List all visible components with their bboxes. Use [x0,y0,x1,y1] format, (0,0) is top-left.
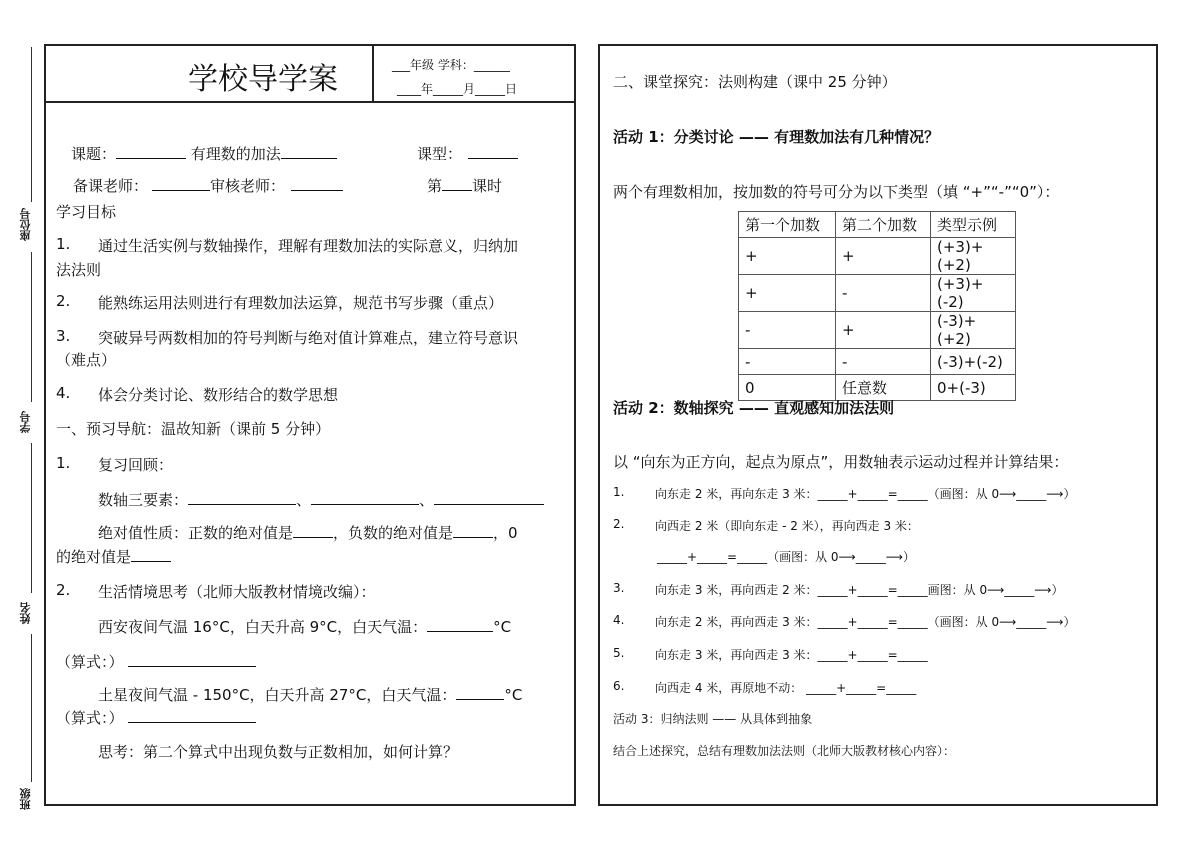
section-1-heading: 一、预习导航：温故知新（课前 5 分钟） [56,420,331,438]
fill-blank[interactable] [434,490,544,505]
goals-heading: 学习目标 [56,203,117,221]
lesson-type-label: 课型： [417,145,463,163]
goal-1-text-cont: 法法则 [56,261,102,279]
table-header: 类型示例 [931,212,1016,238]
teacher-blank[interactable] [152,176,210,191]
lesson-type-blank[interactable] [468,144,518,159]
question-number: 3. [613,581,625,595]
goal-number: 2. [56,292,71,310]
question-6: 向西走 4 米，再原地不动： _____+_____=_____ [655,681,917,695]
fill-blank[interactable] [128,652,256,667]
table-cell: - [836,349,931,375]
header-divider [372,45,374,102]
axis-elements-label: 数轴三要素： [98,491,189,509]
table-cell: (-3)+(+2) [931,312,1016,349]
question-1: 向东走 2 米，再向东走 3 米：_____+_____=_____（画图：从 0⟶_____⟶） [655,487,1076,501]
student-id-label: 学号 [19,411,32,434]
life-scenario-heading: 生活情境思考（北师大版教材情境改编）： [98,583,376,601]
question-number: 2. [613,517,625,531]
lesson-period-blank[interactable] [442,176,472,191]
formula-label: （算式：） [56,709,124,727]
table-header-row [739,212,1016,238]
header-divider [45,101,575,103]
activity-2-heading: 活动 2：数轴探究 —— 直观感知加法法则 [613,399,895,417]
grade-subject-line: ___年级 学科：______ [392,58,510,72]
table-cell: 0+(-3) [931,375,1016,401]
question-2: 向西走 2 米（即向东走 - 2 米），再向西走 3 米： [655,519,919,533]
lesson-period-suffix: 课时 [472,177,503,195]
lesson-type-row [417,143,518,164]
goal-number: 3. [56,327,71,345]
fill-blank[interactable] [311,490,419,505]
table-cell: + [836,238,931,275]
xian-question [98,616,511,637]
abs-value-text: 的绝对值是 [56,548,132,566]
abs-value-row-cont [56,546,171,567]
fill-blank[interactable] [456,685,504,700]
activity-2-intro: 以 “向东为正方向，起点为原点”，用数轴表示运动过程并计算结果： [613,453,1069,471]
activity-3-heading: 活动 3：归纳法则 —— 从具体到抽象 [613,712,813,726]
table-cell: + [739,238,836,275]
activity-1-intro: 两个有理数相加，按加数的符号可分为以下类型（填 “+”“-”“0”）： [613,183,1060,201]
formula-row [56,651,256,672]
fill-blank[interactable] [188,490,296,505]
margin-line [31,443,32,593]
table-cell: 0 [739,375,836,401]
margin-line [31,634,32,782]
goal-1-text: 通过生活实例与数轴操作，理解有理数加法的实际意义，归纳加 [98,237,519,255]
item-number: 1. [56,454,71,472]
question-number: 4. [613,613,625,627]
goal-number: 1. [56,235,71,253]
goal-3-text-cont: （难点） [56,351,117,369]
reviewer-blank[interactable] [291,176,343,191]
table-cell: (-3)+(-2) [931,349,1016,375]
topic-blank[interactable] [281,144,337,159]
abs-value-text: ，负数的绝对值是 [333,524,454,542]
item-number: 2. [56,581,71,599]
table-cell: (+3)+(-2) [931,275,1016,312]
fill-blank[interactable] [453,523,493,538]
question-4: 向东走 2 米，再向西走 3 米：_____+_____=_____（画图：从 0⟶_____⟶） [655,615,1076,629]
table-cell: + [739,275,836,312]
fill-blank[interactable] [293,523,333,538]
separator: 、 [296,491,312,509]
question-number: 5. [613,646,625,660]
topic-row [71,143,337,164]
section-2-heading: 二、课堂探究：法则构建（课中 25 分钟） [613,73,897,91]
think-question: 思考：第二个算式中出现负数与正数相加，如何计算？ [98,743,459,761]
table-row [739,312,1016,349]
unit: °C [493,618,512,636]
topic-blank[interactable] [116,144,186,159]
question-number: 1. [613,485,625,499]
fill-blank[interactable] [131,547,171,562]
abs-value-text: 绝对值性质：正数的绝对值是 [98,524,294,542]
class-label: 班级 [19,788,32,810]
table-cell: - [739,349,836,375]
table-header: 第二个加数 [836,212,931,238]
goal-4-text: 体会分类讨论、数形结合的数学思想 [98,386,339,404]
table-row [739,238,1016,275]
formula-row [56,707,256,728]
question-number: 6. [613,679,625,693]
review-label: 复习回顾： [98,456,174,474]
table-row [739,349,1016,375]
saturn-text: 土星夜间气温 - 150°C，白天升高 27°C，白天气温： [98,686,457,704]
fill-blank[interactable] [128,708,256,723]
table-cell: 任意数 [836,375,931,401]
teacher-label: 备课老师： [73,177,149,195]
student-name-label: 姓名 [19,602,32,625]
margin-line [31,252,32,402]
abs-value-text: ，0 [493,524,518,542]
lesson-period-prefix: 第 [427,177,443,195]
table-row [739,275,1016,312]
page-title: 学校导学案 [188,62,338,97]
table-cell: + [836,312,931,349]
saturn-question [98,684,522,705]
formula-label: （算式：） [56,653,124,671]
teacher-row [73,175,343,196]
xian-text: 西安夜间气温 16°C，白天升高 9°C，白天气温： [98,618,428,636]
activity-1-heading: 活动 1：分类讨论 —— 有理数加法有几种情况？ [613,128,940,146]
seat-number-label: 座位号 [19,208,32,242]
addition-types-table [738,211,1016,401]
question-2-cont: _____+_____=_____（画图：从 0⟶_____⟶） [657,550,915,564]
goal-2-text: 能熟练运用法则进行有理数加法运算，规范书写步骤（重点） [98,294,504,312]
abs-value-row [98,522,518,543]
goal-3-text: 突破异号两数相加的符号判断与绝对值计算难点，建立符号意识 [98,329,519,347]
summary-prompt: 结合上述探究，总结有理数加法法则（北师大版教材核心内容）： [613,744,956,758]
axis-elements-row [98,489,544,510]
fill-blank[interactable] [427,617,493,632]
question-5: 向东走 3 米，再向西走 3 米：_____+_____=_____ [655,648,928,662]
topic-value: 有理数的加法 [190,145,281,163]
reviewer-label: 审核老师： [210,177,286,195]
separator: 、 [419,491,435,509]
topic-label: 课题： [71,145,117,163]
date-line: ____年_____月_____日 [397,82,518,96]
goal-number: 4. [56,384,71,402]
table-cell: - [836,275,931,312]
table-cell: (+3)+(+2) [931,238,1016,275]
table-cell: - [739,312,836,349]
margin-line [31,47,32,202]
lesson-period-row [427,175,502,196]
table-header: 第一个加数 [739,212,836,238]
unit: °C [504,686,523,704]
question-3: 向东走 3 米，再向西走 2 米：_____+_____=_____画图：从 0⟶_____⟶） [655,583,1064,597]
